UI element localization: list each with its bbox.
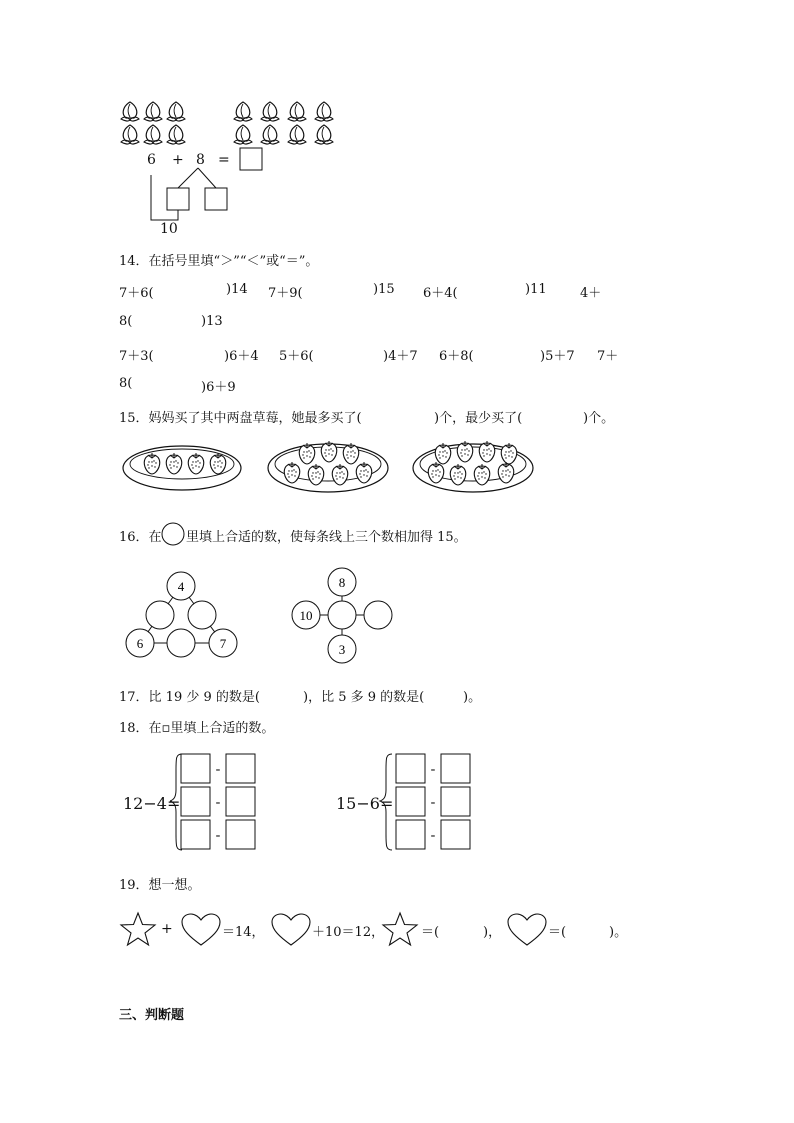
q14-item: 6＋8( — [439, 349, 474, 364]
q18-boxes — [170, 750, 490, 854]
minus-sign: - — [215, 795, 221, 810]
q15-text: 15．妈妈买了其中两盘草莓，她最多买了( — [119, 411, 362, 426]
q15-text-mid: )个，最少买了( — [434, 411, 523, 426]
peach-group-left — [121, 102, 185, 144]
peach-icon — [315, 102, 333, 121]
strawberry-icon — [144, 453, 159, 474]
blank-circle-icon — [160, 521, 186, 547]
heart-icon — [506, 912, 548, 948]
strawberry-icon — [356, 462, 371, 483]
heart-icon — [180, 912, 222, 948]
cross-left-number: 10 — [299, 608, 313, 623]
minus-sign: - — [430, 828, 436, 843]
peach-icon — [121, 102, 139, 121]
addend-2: 8 — [196, 152, 205, 168]
peach-icon — [121, 125, 139, 144]
q19-plus: + — [161, 921, 173, 937]
number-circle-diagrams — [115, 565, 405, 665]
strawberry-icon — [498, 462, 513, 483]
strawberry-icon — [457, 441, 472, 462]
q14-item: )5＋7 — [540, 349, 575, 364]
ten-label: 10 — [160, 221, 178, 237]
q14-item: 4＋ — [580, 286, 602, 301]
peach-icon — [315, 125, 333, 144]
q14-item: 6＋4( — [423, 286, 458, 301]
strawberry-icon — [501, 443, 516, 464]
peach-icon — [167, 125, 185, 144]
tri-left-number: 6 — [136, 636, 144, 651]
q14-item: )14 — [226, 282, 248, 297]
q18-right-equation: 15−6= — [336, 794, 394, 813]
strawberry-icon — [188, 453, 203, 474]
q19-equals-14: ＝14， — [222, 925, 265, 940]
split-lines — [178, 168, 216, 188]
q17-text-mid: )，比 5 多 9 的数是( — [303, 690, 425, 705]
tri-top-number: 4 — [177, 579, 185, 594]
split-box-right — [205, 188, 227, 210]
q15-text-end: )个。 — [583, 411, 615, 426]
q14-item: 7＋6( — [119, 286, 154, 301]
q16-prefix: 16．在 — [119, 530, 162, 545]
q16-instruction: 里填上合适的数，使每条线上三个数相加得 15。 — [186, 530, 467, 545]
strawberry-icon — [332, 464, 347, 485]
plate-1 — [123, 446, 241, 490]
q14-item: 7＋3( — [119, 349, 154, 364]
cross-bottom-number: 3 — [338, 642, 346, 657]
addend-1: 6 — [147, 152, 156, 168]
minus-sign: - — [430, 795, 436, 810]
peach-icon — [234, 125, 252, 144]
q19-heart-answer: ＝( — [548, 925, 567, 940]
strawberry-icon — [435, 443, 450, 464]
strawberry-icon — [166, 453, 181, 474]
peach-icon — [261, 102, 279, 121]
q17-text: 17．比 19 少 9 的数是( — [119, 690, 260, 705]
strawberry-icon — [299, 443, 314, 464]
strawberry-icon — [308, 464, 323, 485]
strawberry-icon — [479, 441, 494, 462]
tri-right-number: 7 — [219, 636, 227, 651]
peach-icon — [288, 102, 306, 121]
peach-icon — [234, 102, 252, 121]
plate-2 — [268, 441, 388, 492]
peach-icon — [288, 125, 306, 144]
q14-item: 5＋6( — [279, 349, 314, 364]
strawberry-plates — [120, 435, 540, 497]
q14-item: )6＋4 — [224, 349, 259, 364]
strawberry-icon — [343, 443, 358, 464]
q17-text-end: )。 — [463, 690, 482, 705]
plate-3 — [413, 441, 533, 492]
q14-item: 7＋9( — [268, 286, 303, 301]
split-box-left — [167, 188, 189, 210]
q14-item: 8( — [119, 376, 133, 391]
strawberry-icon — [210, 453, 225, 474]
q19-title: 19．想一想。 — [119, 878, 201, 893]
q18-left-equation: 12−4= — [123, 794, 181, 813]
q14-item: )6＋9 — [201, 380, 236, 395]
strawberry-icon — [284, 462, 299, 483]
minus-sign: - — [215, 828, 221, 843]
cross-top-number: 8 — [338, 575, 346, 590]
q19-close-comma: )， — [483, 925, 502, 940]
peach-figure — [110, 95, 370, 245]
q14-item: 8( — [119, 314, 133, 329]
q18-title: 18．在▫里填上合适的数。 — [119, 721, 275, 736]
q19-plus-10: ＋10＝12， — [312, 925, 385, 940]
peach-icon — [167, 102, 185, 121]
minus-sign: - — [430, 762, 436, 777]
q14-item: 7＋ — [597, 349, 619, 364]
q19-star-answer: ＝( — [421, 925, 440, 940]
peach-icon — [261, 125, 279, 144]
q14-item: )13 — [201, 314, 223, 329]
minus-sign: - — [215, 762, 221, 777]
plus-sign: + — [172, 152, 184, 168]
q19-close-end: )。 — [609, 925, 628, 940]
star-icon — [118, 911, 158, 947]
strawberry-icon — [450, 464, 465, 485]
section-3-heading: 三、判断题 — [119, 1008, 185, 1023]
strawberry-icon — [474, 464, 489, 485]
strawberry-icon — [428, 462, 443, 483]
q14-title: 14．在括号里填“＞”“＜”或“＝”。 — [119, 254, 319, 269]
peach-icon — [144, 102, 162, 121]
right-brace — [380, 754, 392, 850]
peach-icon — [144, 125, 162, 144]
star-icon — [380, 911, 420, 947]
heart-icon — [270, 912, 312, 948]
left-brace — [170, 754, 182, 850]
q14-item: )4＋7 — [383, 349, 418, 364]
answer-box — [240, 148, 262, 170]
q14-item: )15 — [373, 282, 395, 297]
equals-sign: = — [218, 152, 230, 168]
q14-item: )11 — [525, 282, 547, 297]
bracket-line — [151, 175, 178, 220]
strawberry-icon — [321, 441, 336, 462]
peach-group-right — [234, 102, 333, 144]
